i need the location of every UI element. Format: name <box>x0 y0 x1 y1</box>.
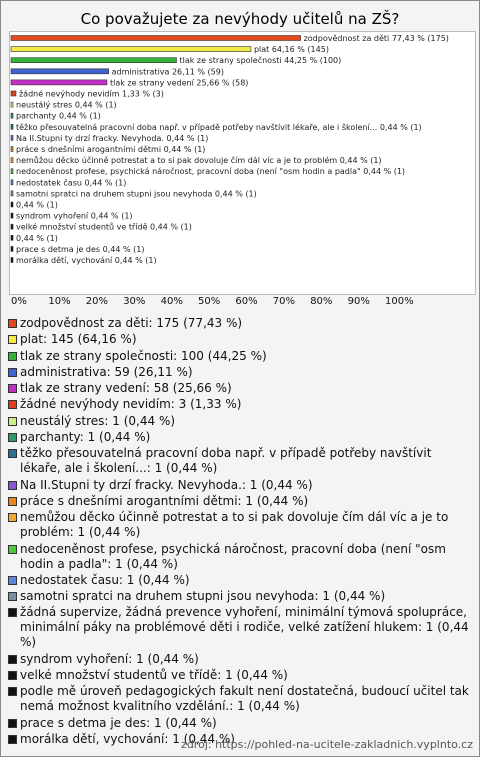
bar-label-11: nemůžou děcko účinně potrestat a to si pak dovoluje čím dál víc a je to problém 0,44 % (1) <box>16 156 382 166</box>
bar-label-1: plat 64,16 % (145) <box>253 45 329 55</box>
legend-swatch <box>8 719 17 728</box>
legend-item <box>8 510 473 540</box>
bar-12 <box>11 169 13 174</box>
legend-swatch <box>8 687 17 696</box>
legend-label: nedostatek času: 1 (0,44 %) <box>20 572 190 587</box>
legend-item <box>8 542 473 572</box>
legend-swatch <box>8 608 17 617</box>
bar-16 <box>11 213 13 218</box>
bar-5 <box>11 91 16 96</box>
x-tick-label: 60% <box>235 296 258 307</box>
legend-label: podle mě úroveň pedagogických fakult není dostatečná, budoucí učitel tak nemá možnost kvalitního vzdělání.: 1 (0,44 %) <box>20 684 469 714</box>
legend-swatch <box>8 735 17 744</box>
legend-swatch <box>8 576 17 585</box>
legend-item <box>8 414 473 429</box>
legend-swatch <box>8 513 17 522</box>
legend-label: prace s detma je des: 1 (0,44 %) <box>20 715 217 730</box>
legend-item <box>8 446 473 476</box>
legend-label: práce s dnešními arogantními dětmi: 1 (0,44 %) <box>20 493 309 508</box>
bar-8 <box>11 124 13 129</box>
chart-title: Co považujete za nevýhody učitelů na ZŠ? <box>80 10 400 28</box>
bar-2 <box>11 58 176 63</box>
legend-swatch <box>8 497 17 506</box>
bar-15 <box>11 202 13 207</box>
legend-swatch <box>8 671 17 680</box>
legend-swatch <box>8 449 17 458</box>
bar-label-2: tlak ze strany společnosti 44,25 % (100) <box>179 56 342 66</box>
legend-item <box>8 573 473 588</box>
legend-label: parchanty: 1 (0,44 %) <box>20 430 151 445</box>
bar-10 <box>11 147 13 152</box>
bar-label-3: administrativa 26,11 % (59) <box>111 67 224 77</box>
bar-4 <box>11 80 107 85</box>
bar-label-12: nedoceněnost profese, psychická náročnost, pracovní doba (není "osm hodin a padla" 0,44 % (1) <box>16 167 406 177</box>
legend-item <box>8 589 473 604</box>
bar-label-18: 0,44 % (1) <box>16 233 58 243</box>
bar-label-8: těžko přesouvatelná pracovní doba např. v případě potřeby navštívit lékaře, ale i školení... 0,44 % (1) <box>16 122 422 132</box>
legend-label: administrativa: 59 (26,11 %) <box>20 364 193 379</box>
x-tick-label: 20% <box>85 296 109 307</box>
bar-14 <box>11 191 13 196</box>
legend-label: těžko přesouvatelná pracovní doba např. v případě potřeby navštívit lékaře, ale i školení...: 1 (0,44 %) <box>20 446 432 476</box>
bar-label-9: Na II.Stupni ty drzí fracky. Nevyhoda. 0,44 % (1) <box>16 133 209 143</box>
legend-label: samotni spratci na druhem stupni jsou nevyhoda: 1 (0,44 %) <box>20 589 386 604</box>
x-tick-label: 90% <box>347 296 370 307</box>
legend-item <box>8 494 473 509</box>
legend-item <box>8 316 473 331</box>
bar-13 <box>11 180 13 185</box>
legend-item <box>8 652 473 667</box>
legend-label: morálka dětí, vychování: 1 (0,44 %) <box>20 731 235 746</box>
legend-swatch <box>8 352 17 361</box>
bar-label-6: neustálý stres 0,44 % (1) <box>16 100 117 110</box>
legend-item <box>8 668 473 683</box>
legend-label: žádné nevýhody nevidím: 3 (1,33 %) <box>20 397 242 412</box>
x-tick-label: 50% <box>198 296 221 307</box>
legend-swatch <box>8 655 17 664</box>
bar-6 <box>11 102 13 107</box>
legend-swatch <box>8 400 17 409</box>
legend-item <box>8 684 473 714</box>
bar-label-4: tlak ze strany vedení 25,66 % (58) <box>109 78 249 88</box>
bar-18 <box>11 235 13 240</box>
bar-label-10: práce s dnešními arogantními dětmi 0,44 % (1) <box>16 145 206 154</box>
legend-swatch <box>8 481 17 490</box>
x-tick-label: 10% <box>48 296 71 307</box>
bar-1 <box>11 47 251 52</box>
x-tick-label: 80% <box>310 296 333 307</box>
x-tick-label: 100% <box>385 296 414 307</box>
bar-label-7: parchanty 0,44 % (1) <box>16 111 101 121</box>
legend-label: Na II.Stupni ty drzí fracky. Nevyhoda.: 1 (0,44 %) <box>20 477 313 492</box>
x-tick-label: 40% <box>160 296 183 307</box>
bar-7 <box>11 113 13 118</box>
legend-swatch <box>8 319 17 328</box>
x-tick-label: 0% <box>11 296 27 307</box>
legend-label: tlak ze strany vedení: 58 (25,66 %) <box>20 381 232 396</box>
legend-label: neustálý stres: 1 (0,44 %) <box>20 413 176 428</box>
bar-label-5: žádné nevýhody nevidím 1,33 % (3) <box>18 89 164 99</box>
bar-20 <box>11 258 13 263</box>
bar-label-0: zodpovědnost za děti 77,43 % (175) <box>303 34 449 43</box>
legend-label: tlak ze strany společnosti: 100 (44,25 %) <box>20 348 267 363</box>
bar-label-14: samotni spratci na druhem stupni jsou nevyhoda 0,44 % (1) <box>16 189 257 199</box>
legend-label: syndrom vyhoření: 1 (0,44 %) <box>20 651 199 666</box>
legend-label: žádná supervize, žádná prevence vyhoření, minimální týmová spolupráce, minimální páky na problémové děti i rodiče, velké zatížení hlukem: 1 (0,44 %) <box>20 605 469 650</box>
bar-label-16: syndrom vyhoření 0,44 % (1) <box>16 211 133 221</box>
legend-item <box>8 605 473 650</box>
bar-label-19: prace s detma je des 0,44 % (1) <box>16 244 145 254</box>
bar-11 <box>11 158 13 163</box>
legend-label: zodpovědnost za děti: 175 (77,43 %) <box>20 316 243 330</box>
legend-swatch <box>8 335 17 344</box>
bar-19 <box>11 246 13 251</box>
legend-item <box>8 349 473 364</box>
bar-0 <box>11 36 301 41</box>
legend-swatch <box>8 417 17 426</box>
bar-3 <box>11 69 109 74</box>
legend-label: nemůžou děcko účinně potrestat a to si pak dovoluje čím dál víc a je to problém: 1 (0,44 %) <box>20 510 449 540</box>
source-credit: zdroj: https://pohled-na-ucitele-zakladnich.vyplnto.cz <box>181 738 473 751</box>
legend-label: plat: 145 (64,16 %) <box>20 332 137 347</box>
legend-item <box>8 430 473 445</box>
bar-label-13: nedostatek času 0,44 % (1) <box>16 178 127 188</box>
legend-swatch <box>8 545 17 554</box>
legend-swatch <box>8 368 17 377</box>
bar-label-15: 0,44 % (1) <box>16 200 58 210</box>
legend-item <box>8 478 473 493</box>
legend-item <box>8 332 473 347</box>
legend-swatch <box>8 433 17 442</box>
chart-legend <box>8 316 473 748</box>
bar-label-17: velké množství studentů ve třídě 0,44 % (1) <box>16 222 192 232</box>
x-tick-label: 70% <box>272 296 296 307</box>
legend-item <box>8 716 473 731</box>
bar-label-20: morálka dětí, vychování 0,44 % (1) <box>16 256 157 265</box>
legend-swatch <box>8 592 17 601</box>
x-tick-label: 30% <box>123 296 146 307</box>
legend-item <box>8 365 473 380</box>
bar-17 <box>11 224 13 229</box>
legend-item <box>8 397 473 412</box>
legend-item <box>8 381 473 396</box>
legend-label: nedoceněnost profese, psychická náročnost, pracovní doba (není "osm hodin a padla": 1 (0,44 %) <box>20 541 446 571</box>
bar-9 <box>11 135 13 140</box>
legend-swatch <box>8 384 17 393</box>
legend-label: velké množství studentů ve třídě: 1 (0,44 %) <box>20 668 288 683</box>
bar-chart <box>1 1 480 311</box>
